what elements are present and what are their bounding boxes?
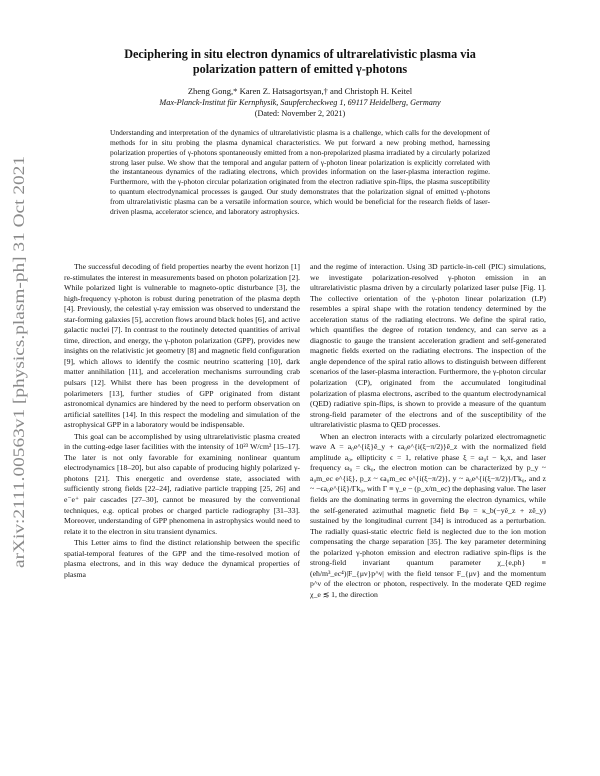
- title-line-1: Deciphering in situ electron dynamics of ultrarelativistic plasma via: [124, 47, 476, 61]
- title-line-2: polarization pattern of emitted γ-photons: [192, 62, 408, 76]
- left-column: [64, 262, 300, 580]
- body-paragraph: When an electron interacts with a circularly polarized electromagnetic wave A = a₀e^{iξ}ê_y + ϵa₀e^{i(ξ−π/2)}ê_z with the normalized field amplitude a₀, ellipticity ϵ = 1, relative phase ξ = ω₀t − k₀x, and laser frequency ω₀ = ck₀, the electron motion can be characterized by p_y ~ a₀m_ec e^{iξ}, p_z ~ ϵa₀m_ec e^{i(ξ−π/2)}, y ~ a₀e^{i(ξ−π/2)}/Γk₀, and z ~ −ϵa₀e^{iξ}/Γk₀, with Γ ≡ γ_e − (p_x/m_ec) the dephasing value. The laser fields are the dominating terms in governing the electron dynamics, while the self-generated azimuthal magnetic field Bφ = κ_b(−yê_z + zê_y) sustained by the longitudinal current [34] is introduced as a perturbation. The radially quasi-static electric field is neglected due to the ion motion compensating the charge separation [35]. The key parameter determining the polarized γ-photon emission and electron radiative spin-flips is the strong-field invariant quantum parameter χ_{e,ph} ≡ (eħ/m³_ec⁴)|F_{μν}p^ν| with the field tensor F_{μν} and the momentum p^ν of the electron or photon, respectively. In the moderate QED regime χ_e ≲ 1, the direction: [310, 431, 546, 599]
- abstract: Understanding and interpretation of the dynamics of ultrarelativistic plasma is a challenge, which calls for the development of methods for in situ probing the plasma dynamical characteristics. We put forward a new probing method, harnessing polarization properties of γ-photons spontaneously emitted from a non-prepolarized plasma irradiated by a circularly polarized strong laser pulse. We show that the temporal and angular pattern of γ-photon linear polarization is explicitly correlated with the instantaneous dynamics of the radiating electrons, which provides information on the laser-plasma interaction regime. Furthermore, with the γ-photon circular polarization originated from the electron radiative spin-flips, the plasma susceptibility to quantum electrodynamical processes is gauged. Our study demonstrates that the polarization signal of emitted γ-photons from ultrarelativistic plasma can be a versatile information source, which would be beneficial for the research fields of laser-driven plasma, accelerator science, and laboratory astrophysics.: [110, 128, 490, 216]
- arxiv-stamp-text: arXiv:2111.00563v1 [physics.plasm-ph] 31 Oct 2021: [11, 237, 28, 568]
- body-paragraph: This Letter aims to find the distinct relationship between the specific spatial-temporal features of the GPP and the time-resolved motion of plasma electrons, and in this way deduce the dynamical properties of plasma: [64, 538, 300, 579]
- body-paragraph: and the regime of interaction. Using 3D particle-in-cell (PIC) simulations, we investigate polarization-resolved γ-photon emission in an ultrarelativistic plasma driven by a circularly polarized laser pulse [Fig. 1]. The collective orientation of the γ-photon linear polarization (LP) resembles a spiral shape with the rotation tendency determined by the acceleration status of the radiating electrons. We define the spiral ratio, which quantifies the degree of rotation tendency, and can serve as a diagnostic to gauge the transient acceleration gradient and self-generated magnetic fields exerted on the radiating electrons. The inspection of the angle dependence of the spiral ratio allows to distinguish between different scenarios of the laser-plasma interaction. Furthermore, the γ-photon circular polarization (CP), originated from the accumulated longitudinal polarization of plasma electrons, ascribed to the quantum electrodynamical (QED) radiative spin-flips, is shown to provide a measure of the quantum strong-field parameter of the electrons and of the susceptibility of the ultrarelativistic plasma to QED processes.: [310, 262, 546, 430]
- body-paragraph: This goal can be accomplished by using ultrarelativistic plasma created in the cutting-edge laser facilities with the intensity of 10²³ W/cm² [15–17]. The later is not only favorable for examining nonlinear quantum electrodynamics [18–20], but also capable of producing highly polarized γ-photons [21]. This energetic and overdense state, associated with sufficiently strong fields [22–24], radiative particle trapping [25, 26] and e⁻e⁺ pair cascades [27–30], cannot be measured by the conventional techniques, e.g. optical probes or charged particle radiography [31–33]. Moreover, understanding of GPP phenomena in astrophysics would need to relate it to the electron in situ transient dynamics.: [64, 431, 300, 536]
- affiliation: Max-Planck-Institut für Kernphysik, Saupfercheckweg 1, 69117 Heidelberg, Germany: [159, 98, 441, 107]
- body-paragraph: The successful decoding of field properties nearby the event horizon [1] re-stimulates the interest in measurements based on photon polarization [2]. While polarized light is vulnerable to magneto-optic disturbance [3], the high-frequency γ-photon is robust during penetration of the plasma depth [4]. Previously, the celestial γ-ray emission was observed to understand the star-forming galaxies [5], accretion flows around black holes [6], and active galactic nuclei [7]. In contrast to the routinely detected quantities of arrival time, direction, and energy, the γ-photon polarization (GPP), provides new insights on the relativistic jet geometry [8] and magnetic field configuration [9], which allows to identify the cosmic neutrino scattering [10], dark matter annihilation [11], and acceleration mechanisms surrounding crab pulsars [12]. Whilst there has been progress in the development of polarimeters [13], further studies of GPP originated from distant astronomical dynamics are hindered by the need to perform observation on artificial satellites [14]. In this respect the modeling and simulation of the astrophysical GPP in a laboratory would be indispensable.: [64, 262, 300, 430]
- author-list: Zheng Gong,* Karen Z. Hatsagortsyan,† and Christoph H. Keitel: [187, 86, 413, 96]
- date-line: (Dated: November 2, 2021): [254, 109, 346, 118]
- paper-title: [90, 47, 510, 77]
- arxiv-identifier-stamp: [2, 150, 32, 570]
- right-column: [310, 262, 546, 601]
